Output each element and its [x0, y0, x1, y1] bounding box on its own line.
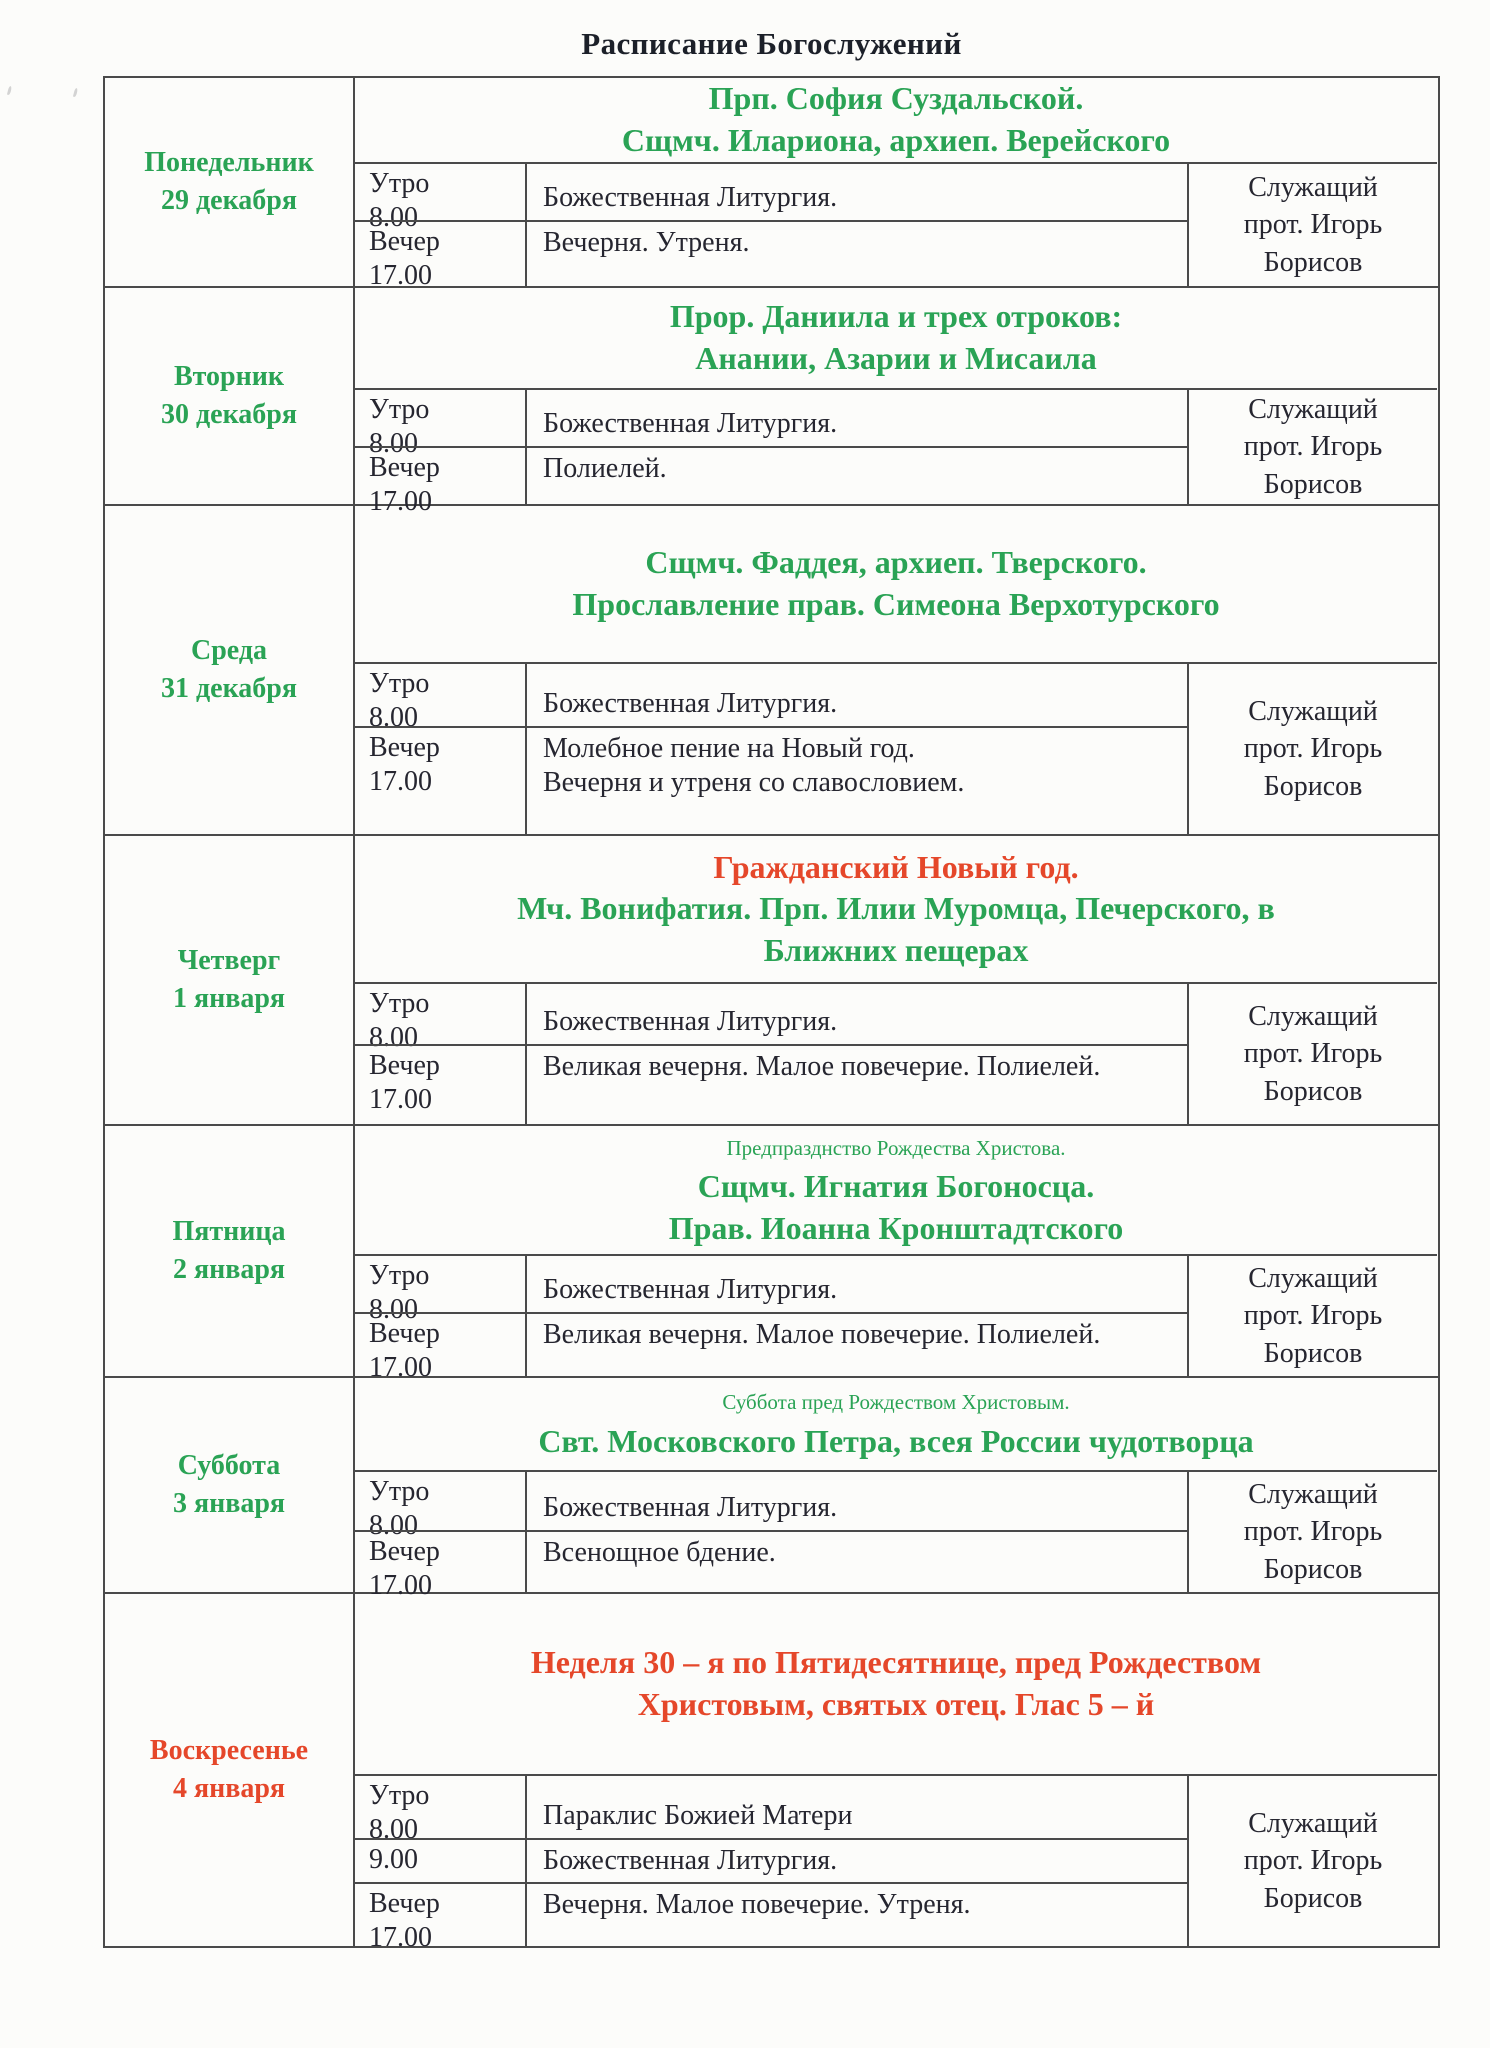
time-label: 8.00 — [369, 1294, 418, 1326]
feast-header — [355, 78, 1437, 162]
service-cell — [527, 662, 1189, 726]
day-block — [105, 1124, 1438, 1384]
service-description: Божественная Литургия. — [543, 1845, 838, 1876]
time-cell — [355, 1530, 527, 1602]
day-name: Четверг — [177, 945, 281, 977]
serving-priest-line: прот. Игорь — [1243, 1516, 1383, 1548]
day-date: 29 декабря — [160, 185, 298, 216]
time-cell — [355, 1774, 527, 1846]
time-label: 8.00 — [369, 702, 418, 734]
serving-priest-line: Борисов — [1263, 1075, 1363, 1107]
day-name: Среда — [190, 635, 267, 667]
serving-priest-line: Служащий — [1248, 696, 1378, 728]
time-label: 8.00 — [369, 428, 418, 460]
day-cell — [105, 836, 355, 1124]
service-cell — [527, 1044, 1189, 1124]
serving-priest — [1189, 982, 1437, 1124]
day-block — [105, 286, 1438, 518]
service-description: Божественная Литургия. — [543, 1491, 838, 1523]
feast-line: Неделя 30 – я по Пятидесятнице, пред Рождеством — [530, 1644, 1262, 1681]
time-label: Утро — [369, 394, 430, 425]
time-label: 17.00 — [369, 1570, 432, 1602]
serving-priest-line: Борисов — [1263, 468, 1363, 500]
time-label: Утро — [369, 1780, 430, 1811]
serving-priest-line: Служащий — [1248, 1808, 1378, 1840]
day-block — [105, 1376, 1438, 1602]
serving-priest-line: Служащий — [1248, 1263, 1378, 1295]
serving-priest-line: Борисов — [1263, 246, 1363, 278]
feast-line: Прп. София Суздальской. — [708, 80, 1084, 117]
time-cell — [355, 726, 527, 834]
day-cell — [105, 1126, 355, 1376]
time-label: 8.00 — [369, 1814, 418, 1846]
time-label: Утро — [369, 1260, 430, 1291]
time-cell — [355, 1470, 527, 1542]
serving-priest-line: Борисов — [1263, 1553, 1363, 1585]
service-description: Великая вечерня. Малое повечерие. Полиелей. — [543, 1319, 1101, 1350]
service-cell — [527, 1774, 1189, 1838]
serving-priest-line: Борисов — [1263, 1882, 1363, 1914]
service-cell — [527, 1470, 1189, 1530]
time-label: Утро — [369, 168, 430, 199]
serving-priest-line: Служащий — [1248, 172, 1378, 204]
feast-line: Ближних пещерах — [763, 931, 1029, 968]
day-name: Вторник — [173, 361, 285, 393]
service-description: Вечерня. Малое повечерие. Утреня. — [543, 1889, 971, 1920]
day-name: Понедельник — [144, 147, 314, 179]
time-cell — [355, 388, 527, 460]
feast-line: Прославление прав. Симеона Верхотурского — [572, 586, 1220, 622]
feast-header — [355, 1378, 1437, 1470]
serving-priest-line: прот. Игорь — [1243, 209, 1383, 241]
feast-line: Мч. Вонифатия. Прп. Илии Муромца, Печерского, в — [517, 890, 1275, 927]
feast-line: Анании, Азарии и Мисаила — [695, 340, 1097, 376]
time-label: Утро — [369, 1476, 430, 1507]
feast-line: Христовым, святых отец. Глас 5 – й — [637, 1686, 1155, 1722]
time-cell — [355, 446, 527, 518]
serving-priest — [1189, 1470, 1437, 1592]
service-description: Божественная Литургия. — [543, 687, 838, 719]
day-date: 31 декабря — [160, 673, 298, 704]
serving-priest-line: Борисов — [1263, 770, 1363, 802]
day-date: 4 января — [172, 1773, 286, 1804]
feast-line: Прор. Даниила и трех отроков: — [669, 298, 1123, 335]
feast-line: Гражданский Новый год. — [713, 848, 1079, 885]
time-label: Утро — [369, 988, 430, 1019]
day-block — [105, 1592, 1438, 1954]
service-description: Божественная Литургия. — [543, 181, 838, 213]
service-description: Всенощное бдение. — [543, 1537, 776, 1568]
time-cell — [355, 220, 527, 292]
scan-artifact — [7, 86, 12, 95]
day-name: Воскресенье — [149, 1735, 309, 1767]
time-cell — [355, 1312, 527, 1384]
time-label: Утро — [369, 668, 430, 699]
serving-priest-line: прот. Игорь — [1243, 1038, 1383, 1070]
service-cell — [527, 726, 1189, 834]
service-cell — [527, 1838, 1189, 1882]
service-cell — [527, 446, 1189, 504]
service-cell — [527, 1882, 1189, 1946]
service-cell — [527, 982, 1189, 1044]
time-label: 8.00 — [369, 1510, 418, 1542]
time-label: 9.00 — [369, 1844, 418, 1875]
time-label: 17.00 — [369, 1352, 432, 1384]
day-cell — [105, 506, 355, 834]
service-cell — [527, 1530, 1189, 1592]
service-cell — [527, 1312, 1189, 1376]
serving-priest-line: Борисов — [1263, 1337, 1363, 1369]
serving-priest — [1189, 162, 1437, 286]
service-description: Божественная Литургия. — [543, 407, 838, 439]
serving-priest-line: прот. Игорь — [1243, 733, 1383, 765]
service-description: Вечерня и утреня со славословием. — [543, 767, 965, 799]
serving-priest-line: прот. Игорь — [1243, 1845, 1383, 1877]
time-label: 17.00 — [369, 766, 432, 798]
service-cell — [527, 220, 1189, 286]
service-cell — [527, 162, 1189, 220]
time-label: 8.00 — [369, 202, 418, 234]
time-label: Вечер — [369, 1888, 440, 1919]
feast-line: Сщмч. Фаддея, архиеп. Тверского. — [645, 544, 1147, 581]
time-label: 17.00 — [369, 1922, 432, 1954]
time-label: Вечер — [369, 226, 440, 257]
day-block — [105, 78, 1438, 292]
feast-header — [355, 1126, 1437, 1254]
time-cell — [355, 982, 527, 1054]
feast-line: Суббота пред Рождеством Христовым. — [722, 1390, 1070, 1415]
service-description: Великая вечерня. Малое повечерие. Полиелей. — [543, 1051, 1101, 1082]
day-date: 30 декабря — [160, 399, 298, 430]
time-label: Вечер — [369, 1536, 440, 1567]
feast-header — [355, 836, 1437, 982]
time-label: 8.00 — [369, 1022, 418, 1054]
feast-header — [355, 1594, 1437, 1774]
time-label: 17.00 — [369, 1084, 432, 1116]
service-description: Молебное пение на Новый год. — [543, 733, 915, 764]
service-description: Вечерня. Утреня. — [543, 227, 750, 258]
serving-priest — [1189, 1254, 1437, 1376]
time-cell — [355, 1882, 527, 1954]
day-cell — [105, 288, 355, 504]
day-cell — [105, 1594, 355, 1946]
feast-line: Прав. Иоанна Кронштадтского — [668, 1209, 1124, 1246]
serving-priest — [1189, 388, 1437, 504]
feast-header — [355, 288, 1437, 388]
serving-priest-line: прот. Игорь — [1243, 1300, 1383, 1332]
day-cell — [105, 78, 355, 286]
day-block — [105, 504, 1438, 834]
time-label: Вечер — [369, 1050, 440, 1081]
serving-priest-line: Служащий — [1248, 1001, 1378, 1033]
feast-line: Предпразднство Рождества Христова. — [726, 1135, 1066, 1160]
feast-line: Свт. Московского Петра, всея России чудотворца — [538, 1423, 1254, 1460]
page-title: Расписание Богослужений — [581, 26, 962, 61]
schedule-table — [103, 76, 1440, 1954]
feast-header — [355, 506, 1437, 662]
serving-priest — [1189, 662, 1437, 834]
day-date: 3 января — [172, 1488, 286, 1519]
time-label: Вечер — [369, 732, 440, 763]
time-cell — [355, 1838, 527, 1882]
serving-priest-line: Служащий — [1248, 394, 1378, 426]
time-label: 17.00 — [369, 260, 432, 292]
service-description: Божественная Литургия. — [543, 1273, 838, 1305]
time-cell — [355, 1044, 527, 1124]
serving-priest-line: Служащий — [1248, 1479, 1378, 1511]
time-label: Вечер — [369, 1318, 440, 1349]
service-cell — [527, 1254, 1189, 1312]
feast-line: Сщмч. Илариона, архиеп. Верейского — [621, 122, 1171, 158]
time-cell — [355, 662, 527, 734]
day-name: Пятница — [172, 1216, 286, 1248]
day-block — [105, 834, 1438, 1124]
scan-artifact — [73, 88, 78, 97]
time-label: 17.00 — [369, 486, 432, 518]
day-date: 2 января — [172, 1254, 286, 1285]
service-description: Божественная Литургия. — [543, 1005, 838, 1037]
service-cell — [527, 388, 1189, 446]
day-date: 1 января — [172, 983, 286, 1014]
day-name: Суббота — [177, 1450, 281, 1482]
time-cell — [355, 162, 527, 234]
service-description: Полиелей. — [543, 453, 667, 484]
feast-line: Сщмч. Игнатия Богоносца. — [697, 1168, 1095, 1205]
service-description: Параклис Божией Матери — [543, 1799, 853, 1831]
serving-priest — [1189, 1774, 1437, 1946]
time-cell — [355, 1254, 527, 1326]
time-label: Вечер — [369, 452, 440, 483]
serving-priest-line: прот. Игорь — [1243, 431, 1383, 463]
day-cell — [105, 1378, 355, 1592]
